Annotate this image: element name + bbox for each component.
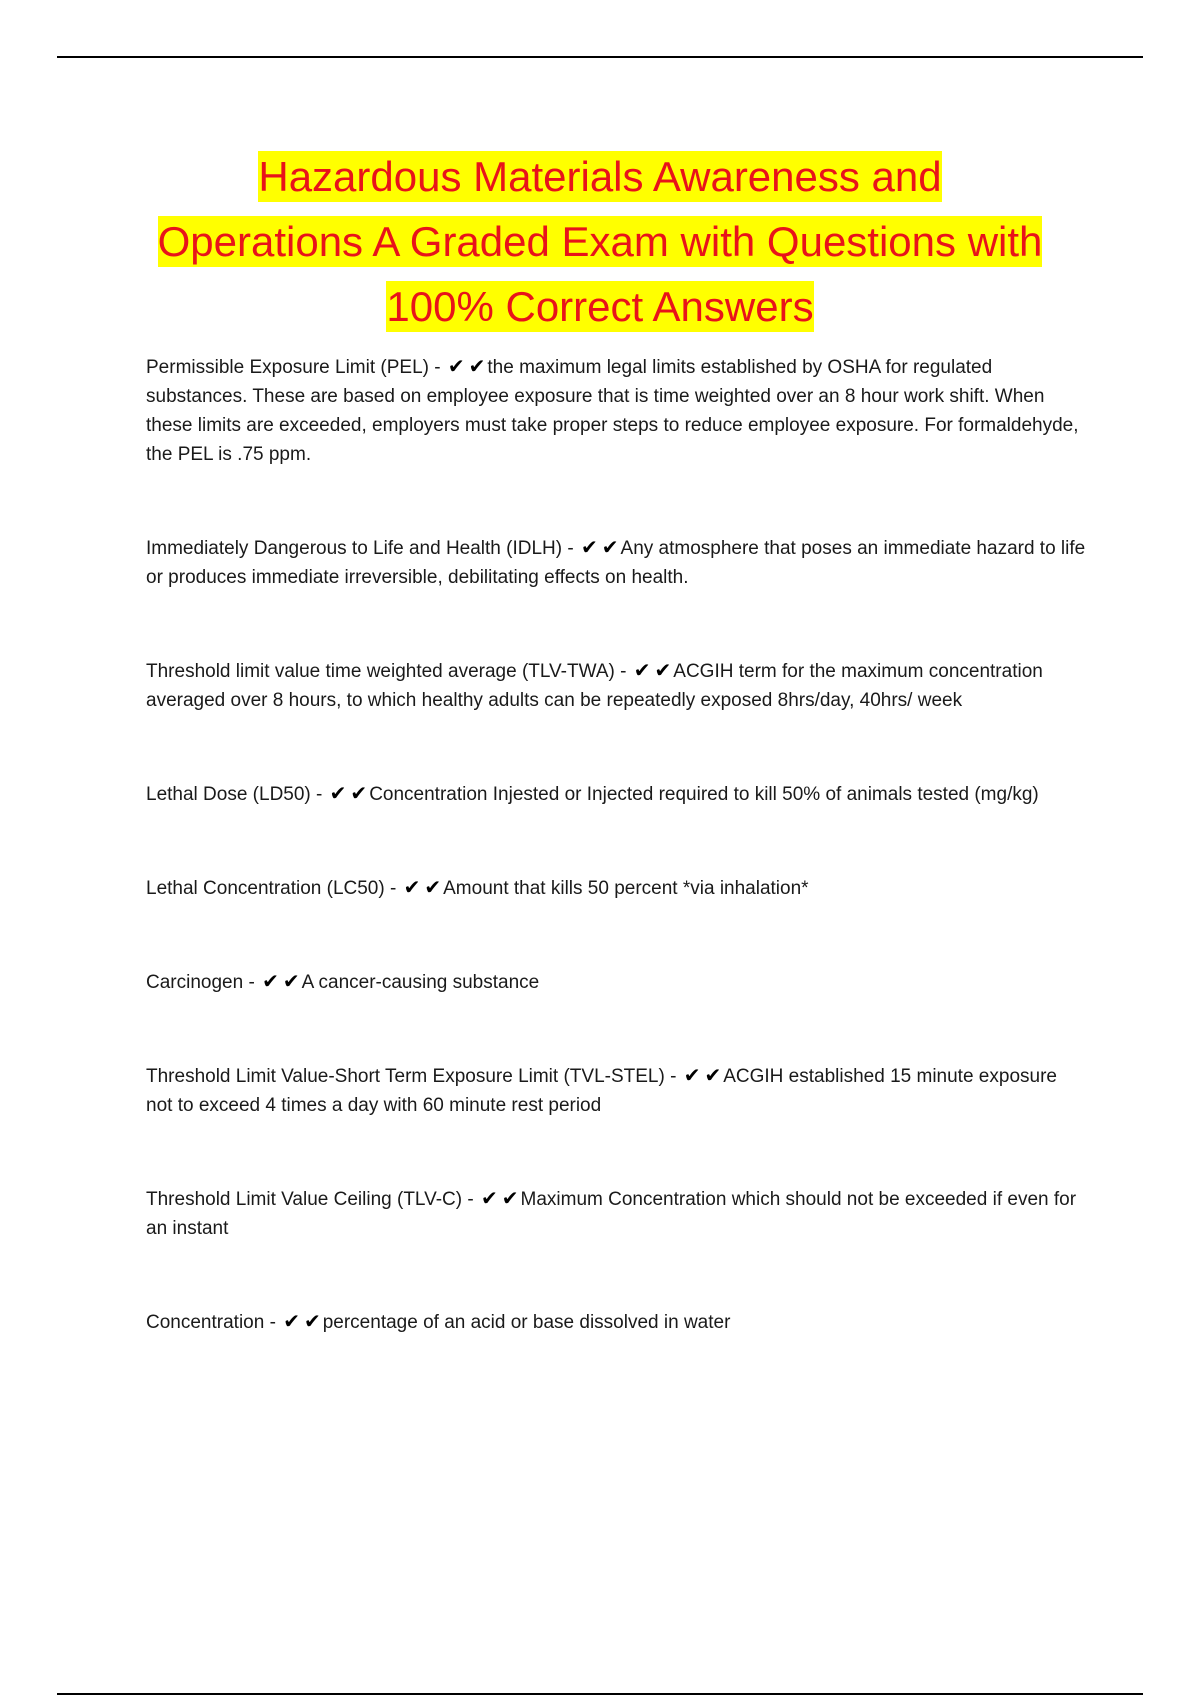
checkmark-icon: ✔ (633, 658, 651, 682)
entry-tlv-stel (146, 1061, 1086, 1120)
bottom-rule (57, 1693, 1143, 1695)
checkmark-icon: ✔ (704, 1063, 722, 1087)
entry-pel (146, 352, 1086, 469)
title-line-1: Hazardous Materials Awareness and (258, 153, 942, 200)
checkmark-icon: ✔ (580, 535, 598, 559)
entry-ld50 (146, 779, 1086, 809)
entry-carcinogen (146, 967, 1086, 997)
entry-definition: the maximum legal limits established by OSHA for regulated substances. These are based on employee exposure that is time weighted over an 8 hour work shift. When these limits are exceeded, employers must take proper steps to reduce employee exposure. For formaldehyde, the PEL is .75 ppm. (146, 357, 1079, 465)
checkmark-icon: ✔ (262, 969, 279, 993)
entry-idlh (146, 533, 1086, 592)
entry-term: Threshold Limit Value-Short Term Exposure Limit (TVL-STEL) - (146, 1066, 677, 1087)
title-line-3: 100% Correct Answers (386, 283, 814, 330)
entry-definition: Any atmosphere that poses an immediate hazard to life or produces immediate irreversible, debilitating effects on health. (146, 538, 1086, 588)
checkmark-icon: ✔ (447, 354, 465, 378)
checkmark-icon: ✔ (601, 535, 619, 559)
entry-definition: ACGIH term for the maximum concentration averaged over 8 hours, to which healthy adults can be repeatedly exposed 8hrs/day, 40hrs/ week (146, 661, 1043, 711)
entry-term: Immediately Dangerous to Life and Health (IDLH) - (146, 538, 574, 559)
checkmark-icon: ✔ (283, 1309, 300, 1333)
entry-concentration (146, 1307, 1086, 1337)
entry-tlv-twa (146, 656, 1086, 715)
entry-lc50 (146, 873, 1086, 903)
document-title (100, 144, 1100, 339)
top-rule (57, 56, 1143, 58)
entry-definition: Amount that kills 50 percent *via inhalation* (443, 878, 809, 899)
entry-term: Threshold limit value time weighted average (TLV-TWA) - (146, 661, 627, 682)
entry-definition: A cancer-causing substance (301, 972, 540, 993)
checkmark-icon: ✔ (329, 781, 347, 805)
checkmark-icon: ✔ (350, 781, 368, 805)
entry-definition: ACGIH established 15 minute exposure not to exceed 4 times a day with 60 minute rest period (146, 1066, 1057, 1116)
entry-term: Concentration - (146, 1312, 276, 1333)
checkmark-icon: ✔ (501, 1186, 519, 1210)
entry-term: Permissible Exposure Limit (PEL) - (146, 357, 441, 378)
entry-definition: Concentration Injested or Injected required to kill 50% of animals tested (mg/kg) (369, 784, 1039, 805)
entry-definition: percentage of an acid or base dissolved in water (322, 1312, 731, 1333)
checkmark-icon: ✔ (303, 1309, 321, 1333)
entry-definition: Maximum Concentration which should not be exceeded if even for an instant (146, 1189, 1077, 1239)
checkmark-icon: ✔ (282, 969, 300, 993)
entry-term: Lethal Concentration (LC50) - (146, 878, 397, 899)
title-line-2: Operations A Graded Exam with Questions with (157, 218, 1043, 265)
checkmark-icon: ✔ (424, 875, 442, 899)
checkmark-icon: ✔ (654, 658, 672, 682)
checkmark-icon: ✔ (683, 1063, 701, 1087)
entry-term: Carcinogen - (146, 972, 255, 993)
flashcard-list (146, 352, 1086, 1337)
entry-term: Lethal Dose (LD50) - (146, 784, 323, 805)
entry-term: Threshold Limit Value Ceiling (TLV-C) - (146, 1189, 474, 1210)
checkmark-icon: ✔ (403, 875, 421, 899)
checkmark-icon: ✔ (480, 1186, 498, 1210)
entry-tlv-c (146, 1184, 1086, 1243)
checkmark-icon: ✔ (468, 354, 486, 378)
